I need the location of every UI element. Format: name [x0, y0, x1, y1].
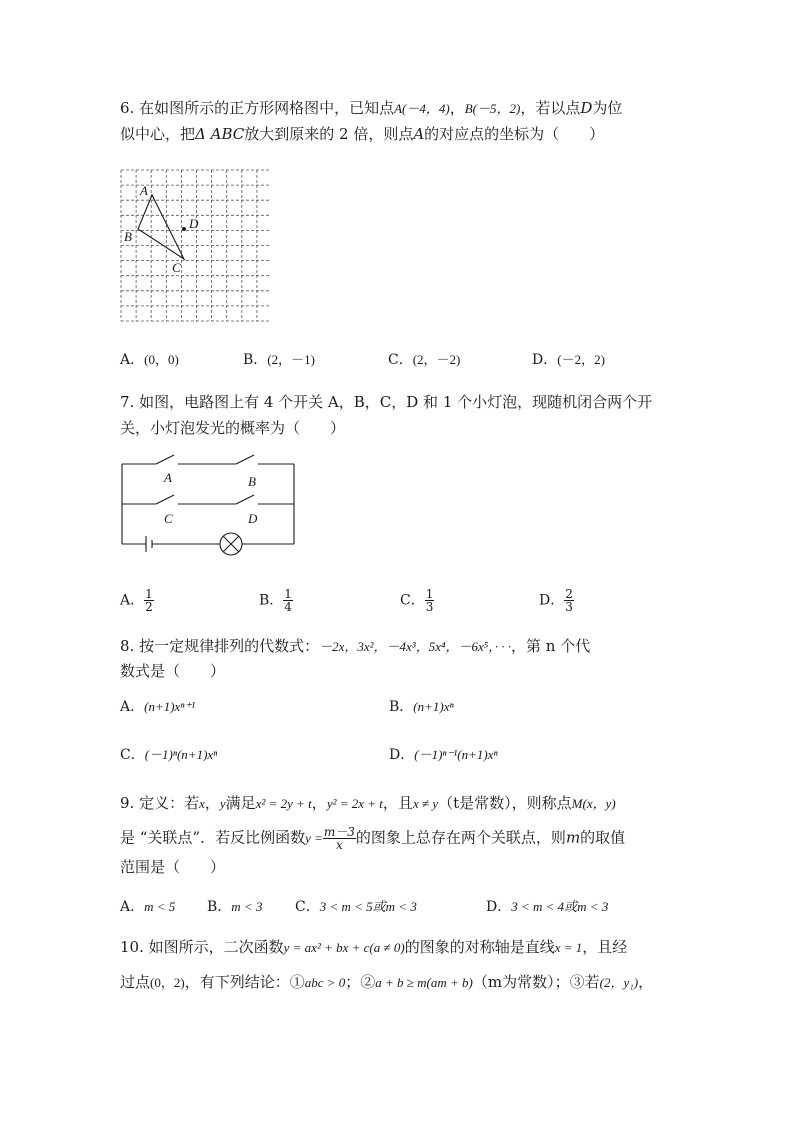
q6-option-b[interactable]: B．(2，－1) — [243, 352, 315, 368]
point-d — [182, 227, 186, 231]
q8-terms: －2x，3x²，－4x³，5x⁴，－6x⁵，· · · — [319, 639, 512, 654]
q6-line1 — [120, 98, 622, 119]
q9-option-a[interactable]: A．m < 5 — [120, 899, 176, 915]
q9-eq1: x² = 2y + t — [255, 796, 312, 811]
q7-option-d[interactable]: D． $\frac{2}{3}$ — [539, 587, 573, 614]
q6-point-b: B(－5，2) — [464, 101, 521, 116]
q6-a: A — [413, 125, 425, 143]
q9-option-b[interactable]: B．m < 3 — [207, 899, 263, 915]
q9-line2: 是 “关联点”．若反比例函数y = $\frac{m-3}{x}$ 的图象上总存在两个关联点，则m的取值 — [120, 825, 626, 852]
q6-text: 放大到原来的 2 倍，则点 — [244, 125, 414, 143]
q10-line1: 10. 如图所示，二次函数y = ax² + bx + c(a ≠ 0)的图象的对称轴是直线x = 1，且经 — [120, 938, 628, 956]
fraction: $\frac{1}{2}$ — [145, 587, 153, 614]
q8-option-c[interactable]: C．(－1)ⁿ(n+1)xⁿ — [120, 747, 218, 763]
q6-text: 的对应点的坐标为（ ） — [424, 125, 605, 143]
q6-line2 — [120, 124, 604, 144]
q6-option-d[interactable]: D．(－2，2) — [532, 352, 605, 368]
q10-line2: 过点(0，2)，有下列结论：①abc > 0；②a + b ≥ m(am + b)（m为常数）；③若(2，y₁)， — [120, 973, 654, 991]
q6-triangle: Δ ABC — [195, 125, 245, 143]
q9-option-d[interactable]: D．3 < m < 4或m < 3 — [486, 899, 609, 915]
q7-line2: 关，小灯泡发光的概率为（ ） — [120, 419, 346, 437]
q9-line1: 9. 定义：若x，y满足x² = 2y + t，y² = 2x + t，且x ≠ y（t是常数），则称点M(x，y) — [120, 794, 616, 812]
q6-text: 为位 — [592, 99, 623, 117]
switch-label-a: A — [164, 470, 172, 485]
switch-label-b: B — [248, 474, 256, 489]
q7-option-a[interactable]: A． $\frac{1}{2}$ — [120, 587, 153, 614]
q6-sep: ， — [449, 99, 465, 117]
q6-option-c[interactable]: C．(2，－2) — [388, 352, 461, 368]
q9-option-c[interactable]: C．3 < m < 5或m < 3 — [295, 899, 417, 915]
label-c: C — [172, 260, 181, 275]
q8-line2: 数式是（ ） — [120, 662, 226, 680]
switch-label-c: C — [164, 511, 173, 526]
triangle-abc — [138, 195, 184, 259]
q7-option-c[interactable]: C． $\frac{1}{3}$ — [400, 587, 434, 614]
q9-eq2: y² = 2x + t — [326, 796, 383, 811]
q6-text: 似中心，把 — [120, 125, 196, 143]
q9-line3: 范围是（ ） — [120, 858, 226, 876]
q8-line1: 8. 按一定规律排列的代数式：－2x，3x²，－4x³，5x⁴，－6x⁵，· · ·，第 n 个代 — [120, 637, 591, 655]
fraction: $\frac{2}{3}$ — [565, 587, 573, 614]
label-a: A — [140, 183, 148, 198]
q9-point-m: M(x，y) — [571, 796, 616, 811]
q8-option-a[interactable]: A．(n+1)xⁿ⁺¹ — [120, 699, 196, 715]
q6-d: D — [580, 99, 593, 117]
q6-grid-figure — [118, 168, 270, 326]
q8-option-b[interactable]: B．(n+1)xⁿ — [389, 699, 454, 715]
q7-line1: 7. 如图，电路图上有 4 个开关 A，B，C，D 和 1 个小灯泡，现随机闭合两个开 — [120, 393, 653, 411]
q7-option-b[interactable]: B． $\frac{1}{4}$ — [259, 587, 292, 614]
q6-point-a: A(－4，4) — [394, 101, 450, 116]
switch-label-d: D — [248, 511, 258, 526]
fraction: $\frac{1}{4}$ — [284, 587, 292, 614]
q10-function: y = ax² + bx + c(a ≠ 0) — [283, 940, 405, 955]
q6-text: 6. 在如图所示的正方形网格图中，已知点 — [120, 99, 395, 117]
label-b: B — [124, 229, 132, 244]
fraction: $\frac{1}{3}$ — [425, 587, 434, 614]
label-d: D — [189, 216, 199, 231]
q9-function-fraction: $\frac{m-3}{x}$ — [323, 825, 355, 852]
q6-option-a[interactable]: A．(0，0) — [120, 352, 179, 368]
q8-option-d[interactable]: D．(－1)ⁿ⁻¹(n+1)xⁿ — [389, 747, 498, 763]
q6-text: ，若以点 — [520, 99, 581, 117]
q7-circuit-figure — [118, 452, 300, 560]
